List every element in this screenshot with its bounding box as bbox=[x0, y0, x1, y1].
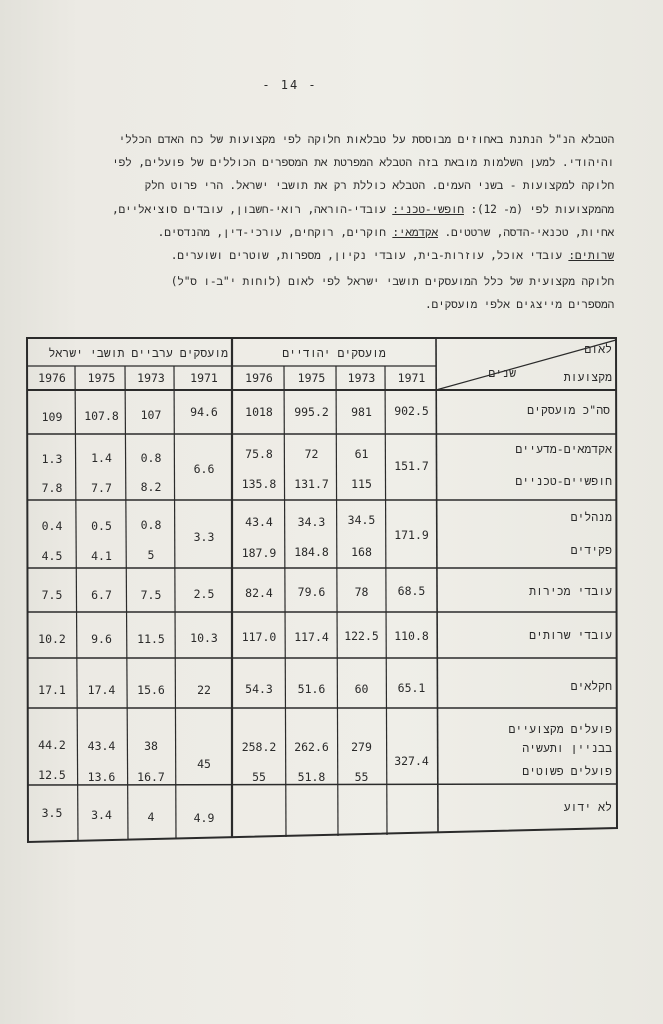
table-cell: 995.2 bbox=[294, 405, 329, 419]
underlined-term: אקדמאי: bbox=[392, 225, 438, 239]
corner-professions-label: מקצועות bbox=[563, 370, 612, 384]
table-cell-merged: 151.7 bbox=[394, 459, 429, 473]
intro-paragraph bbox=[22, 128, 614, 267]
table-cell: 4.5 bbox=[41, 549, 63, 563]
table-cell-merged: 6.6 bbox=[193, 462, 215, 476]
table-cell: 4.1 bbox=[91, 549, 112, 563]
table-cell: 11.5 bbox=[137, 632, 165, 646]
table-cell: 902.5 bbox=[394, 404, 429, 418]
year-header: 1973 bbox=[347, 371, 376, 385]
table-cell: 107.8 bbox=[84, 409, 119, 423]
row-label-skilled-1: פועלים מקצועיים bbox=[508, 722, 612, 736]
row-label-skilled-2: בבניין ותעשיה bbox=[522, 741, 612, 755]
row-label-technical: חופשיים-טכניים bbox=[515, 474, 612, 488]
table-cell: 13.6 bbox=[87, 770, 116, 784]
corner-years-label: שנים bbox=[488, 366, 516, 380]
table-cell: 262.6 bbox=[294, 740, 329, 754]
table-cell: 60 bbox=[354, 682, 369, 696]
year-header: 1971 bbox=[190, 371, 218, 385]
table-cell: 17.1 bbox=[38, 683, 66, 697]
table-cell: 72 bbox=[304, 447, 319, 461]
table-cell: 0.8 bbox=[140, 451, 162, 465]
table-cell-merged: 45 bbox=[197, 757, 211, 771]
table-cell: 16.7 bbox=[137, 770, 165, 784]
table-caption bbox=[22, 270, 614, 316]
row-label-clerks: פקידים bbox=[570, 543, 612, 557]
arab-group-header: מועסקים ערביים תושבי ישראל bbox=[48, 346, 228, 360]
text-run: חוקרים, רוקחים, עורכי-דין, מהנדסים. bbox=[157, 225, 393, 239]
table-cell: 2.5 bbox=[193, 587, 215, 601]
table-cell: 122.5 bbox=[344, 629, 379, 643]
table-cell: 79.6 bbox=[297, 585, 326, 599]
table-cell-merged: 327.4 bbox=[394, 754, 429, 768]
table-cell: 279 bbox=[351, 740, 372, 754]
page-number: - 14 - bbox=[262, 78, 318, 92]
table-cell: 10.2 bbox=[38, 632, 66, 646]
table-cell: 184.8 bbox=[294, 545, 329, 559]
table-cell: 55 bbox=[354, 770, 369, 784]
table-cell: 43.4 bbox=[245, 515, 273, 529]
table-cell: 54.3 bbox=[245, 682, 273, 696]
table-cell: 43.4 bbox=[87, 739, 116, 753]
table-cell: 131.7 bbox=[294, 477, 329, 491]
year-header: 1976 bbox=[38, 371, 66, 385]
table-cell: 75.8 bbox=[245, 447, 273, 461]
table-cell: 17.4 bbox=[87, 683, 116, 697]
paragraph-line: הטבלא הנ"ל הנתנת באחוזים מבוססת על טבלאות חלוקה לפי מקצועות של כח האדם הכללי bbox=[118, 133, 614, 146]
table-cell: 117.0 bbox=[241, 630, 277, 644]
table-cell: 78 bbox=[354, 585, 369, 599]
table-cell: 44.2 bbox=[38, 738, 66, 752]
text-run: אחיות, טכנאי-הדסה, שרטטים. bbox=[437, 225, 614, 239]
table-cell: 1.3 bbox=[41, 452, 63, 466]
table-cell: 22 bbox=[197, 683, 211, 697]
table-cell: 0.8 bbox=[140, 518, 162, 532]
year-header: 1975 bbox=[87, 371, 116, 385]
table-cell: 82.4 bbox=[245, 586, 273, 600]
row-label-sales: עובדי מכירות bbox=[529, 584, 612, 598]
text-run: עובדי אוכל, עוזרות-בית, עובדי נקיון, מספרות, שוטרים ושוערים. bbox=[170, 248, 569, 262]
table-cell: 981 bbox=[351, 405, 372, 419]
text-run: מהמקצועות לפי (מ- 12): bbox=[463, 202, 614, 216]
table-cell: 51.8 bbox=[297, 770, 326, 784]
year-header: 1973 bbox=[137, 371, 165, 385]
table-cell: 4.9 bbox=[193, 811, 215, 825]
table-cell: 9.6 bbox=[91, 632, 112, 646]
caption-line: המספרים מייצגים אלפי מועסקים. bbox=[425, 298, 614, 312]
underlined-term: שרותים: bbox=[568, 248, 614, 262]
text-run: עובדי-הוראה, רואי-חשבון, עובדים סוציאליים, bbox=[111, 202, 393, 216]
table-cell: 55 bbox=[252, 770, 266, 784]
paragraph-line bbox=[22, 221, 614, 244]
table-cell: 107 bbox=[140, 408, 162, 422]
table-cell: 110.8 bbox=[394, 629, 429, 643]
table-cell: 7.5 bbox=[41, 588, 63, 602]
row-label-unknown: לא ידוע bbox=[563, 800, 612, 814]
table-cell: 10.3 bbox=[190, 631, 218, 645]
row-label-total: סה"כ מועסקים bbox=[527, 403, 610, 417]
row-label-managers: מנהלים bbox=[570, 510, 612, 524]
table-cell: 7.8 bbox=[41, 481, 63, 495]
table-cell: 4 bbox=[147, 810, 155, 824]
caption-line: חלוקה מקצועית של כלל המועסקים תושבי ישראל לפי לאום (לוחות י"ב-ו ס"ל) bbox=[170, 275, 614, 288]
row-label-services: עובדי שרותים bbox=[529, 628, 612, 642]
table-cell: 61 bbox=[354, 447, 369, 461]
paragraph-line: והיהודי. למען השלמות מובאת בזה הטבלא המפרטת את המספרים הכוללים של פועלים, לפי bbox=[112, 156, 614, 170]
table-cell: 117.4 bbox=[294, 630, 329, 644]
table-cell: 1.4 bbox=[91, 451, 112, 465]
table-cell: 7.7 bbox=[91, 481, 112, 495]
table-cell-merged: 171.9 bbox=[394, 528, 429, 542]
table-cell: 3.4 bbox=[91, 808, 112, 822]
table-cell: 51.6 bbox=[297, 682, 326, 696]
table-cell: 0.4 bbox=[41, 519, 63, 533]
row-label-agriculture: חקלאים bbox=[570, 679, 612, 693]
table-cell: 135.8 bbox=[241, 477, 277, 491]
underlined-term: חופשי-טכני: bbox=[392, 202, 464, 216]
table-cell: 68.5 bbox=[397, 584, 426, 598]
table-cell: 7.5 bbox=[140, 588, 162, 602]
table-cell: 0.5 bbox=[91, 519, 112, 533]
table-cell: 258.2 bbox=[241, 740, 277, 754]
table-cell: 15.6 bbox=[137, 683, 165, 697]
year-header: 1975 bbox=[297, 371, 326, 385]
table-cell: 12.5 bbox=[38, 768, 66, 782]
table-cell: 6.7 bbox=[91, 588, 112, 602]
table-cell: 5 bbox=[147, 548, 155, 562]
table-cell: 34.3 bbox=[297, 515, 326, 529]
table-cell: 115 bbox=[351, 477, 372, 491]
table-cell: 38 bbox=[144, 739, 158, 753]
jewish-group-header: מועסקים יהודיים bbox=[282, 346, 386, 360]
table-cell: 109 bbox=[41, 410, 63, 424]
table-cell: 168 bbox=[351, 545, 372, 559]
table-cell: 65.1 bbox=[397, 681, 426, 695]
row-label-simple: פועלים פשוטים bbox=[522, 764, 612, 778]
table-cell: 34.5 bbox=[347, 513, 376, 527]
table-cell: 187.9 bbox=[241, 546, 277, 560]
year-header: 1971 bbox=[397, 371, 426, 385]
year-header: 1976 bbox=[245, 371, 273, 385]
table-cell: 8.2 bbox=[140, 480, 162, 494]
paragraph-line: חלוקה למקצועות - בשני העמים. הטבלא כוללת רק את תושבי ישראל. הרי פרוט חלק bbox=[144, 179, 614, 193]
table-cell: 94.6 bbox=[190, 405, 218, 419]
paragraph-line bbox=[22, 244, 614, 267]
paragraph-line bbox=[22, 198, 614, 221]
table-cell: 1018 bbox=[245, 405, 273, 419]
table-cell: 3.5 bbox=[41, 806, 63, 820]
table-cell-merged: 3.3 bbox=[193, 530, 215, 544]
row-label-academic: אקדמאים-מדעיים bbox=[515, 442, 612, 456]
corner-nation-label: לאום bbox=[584, 342, 612, 356]
